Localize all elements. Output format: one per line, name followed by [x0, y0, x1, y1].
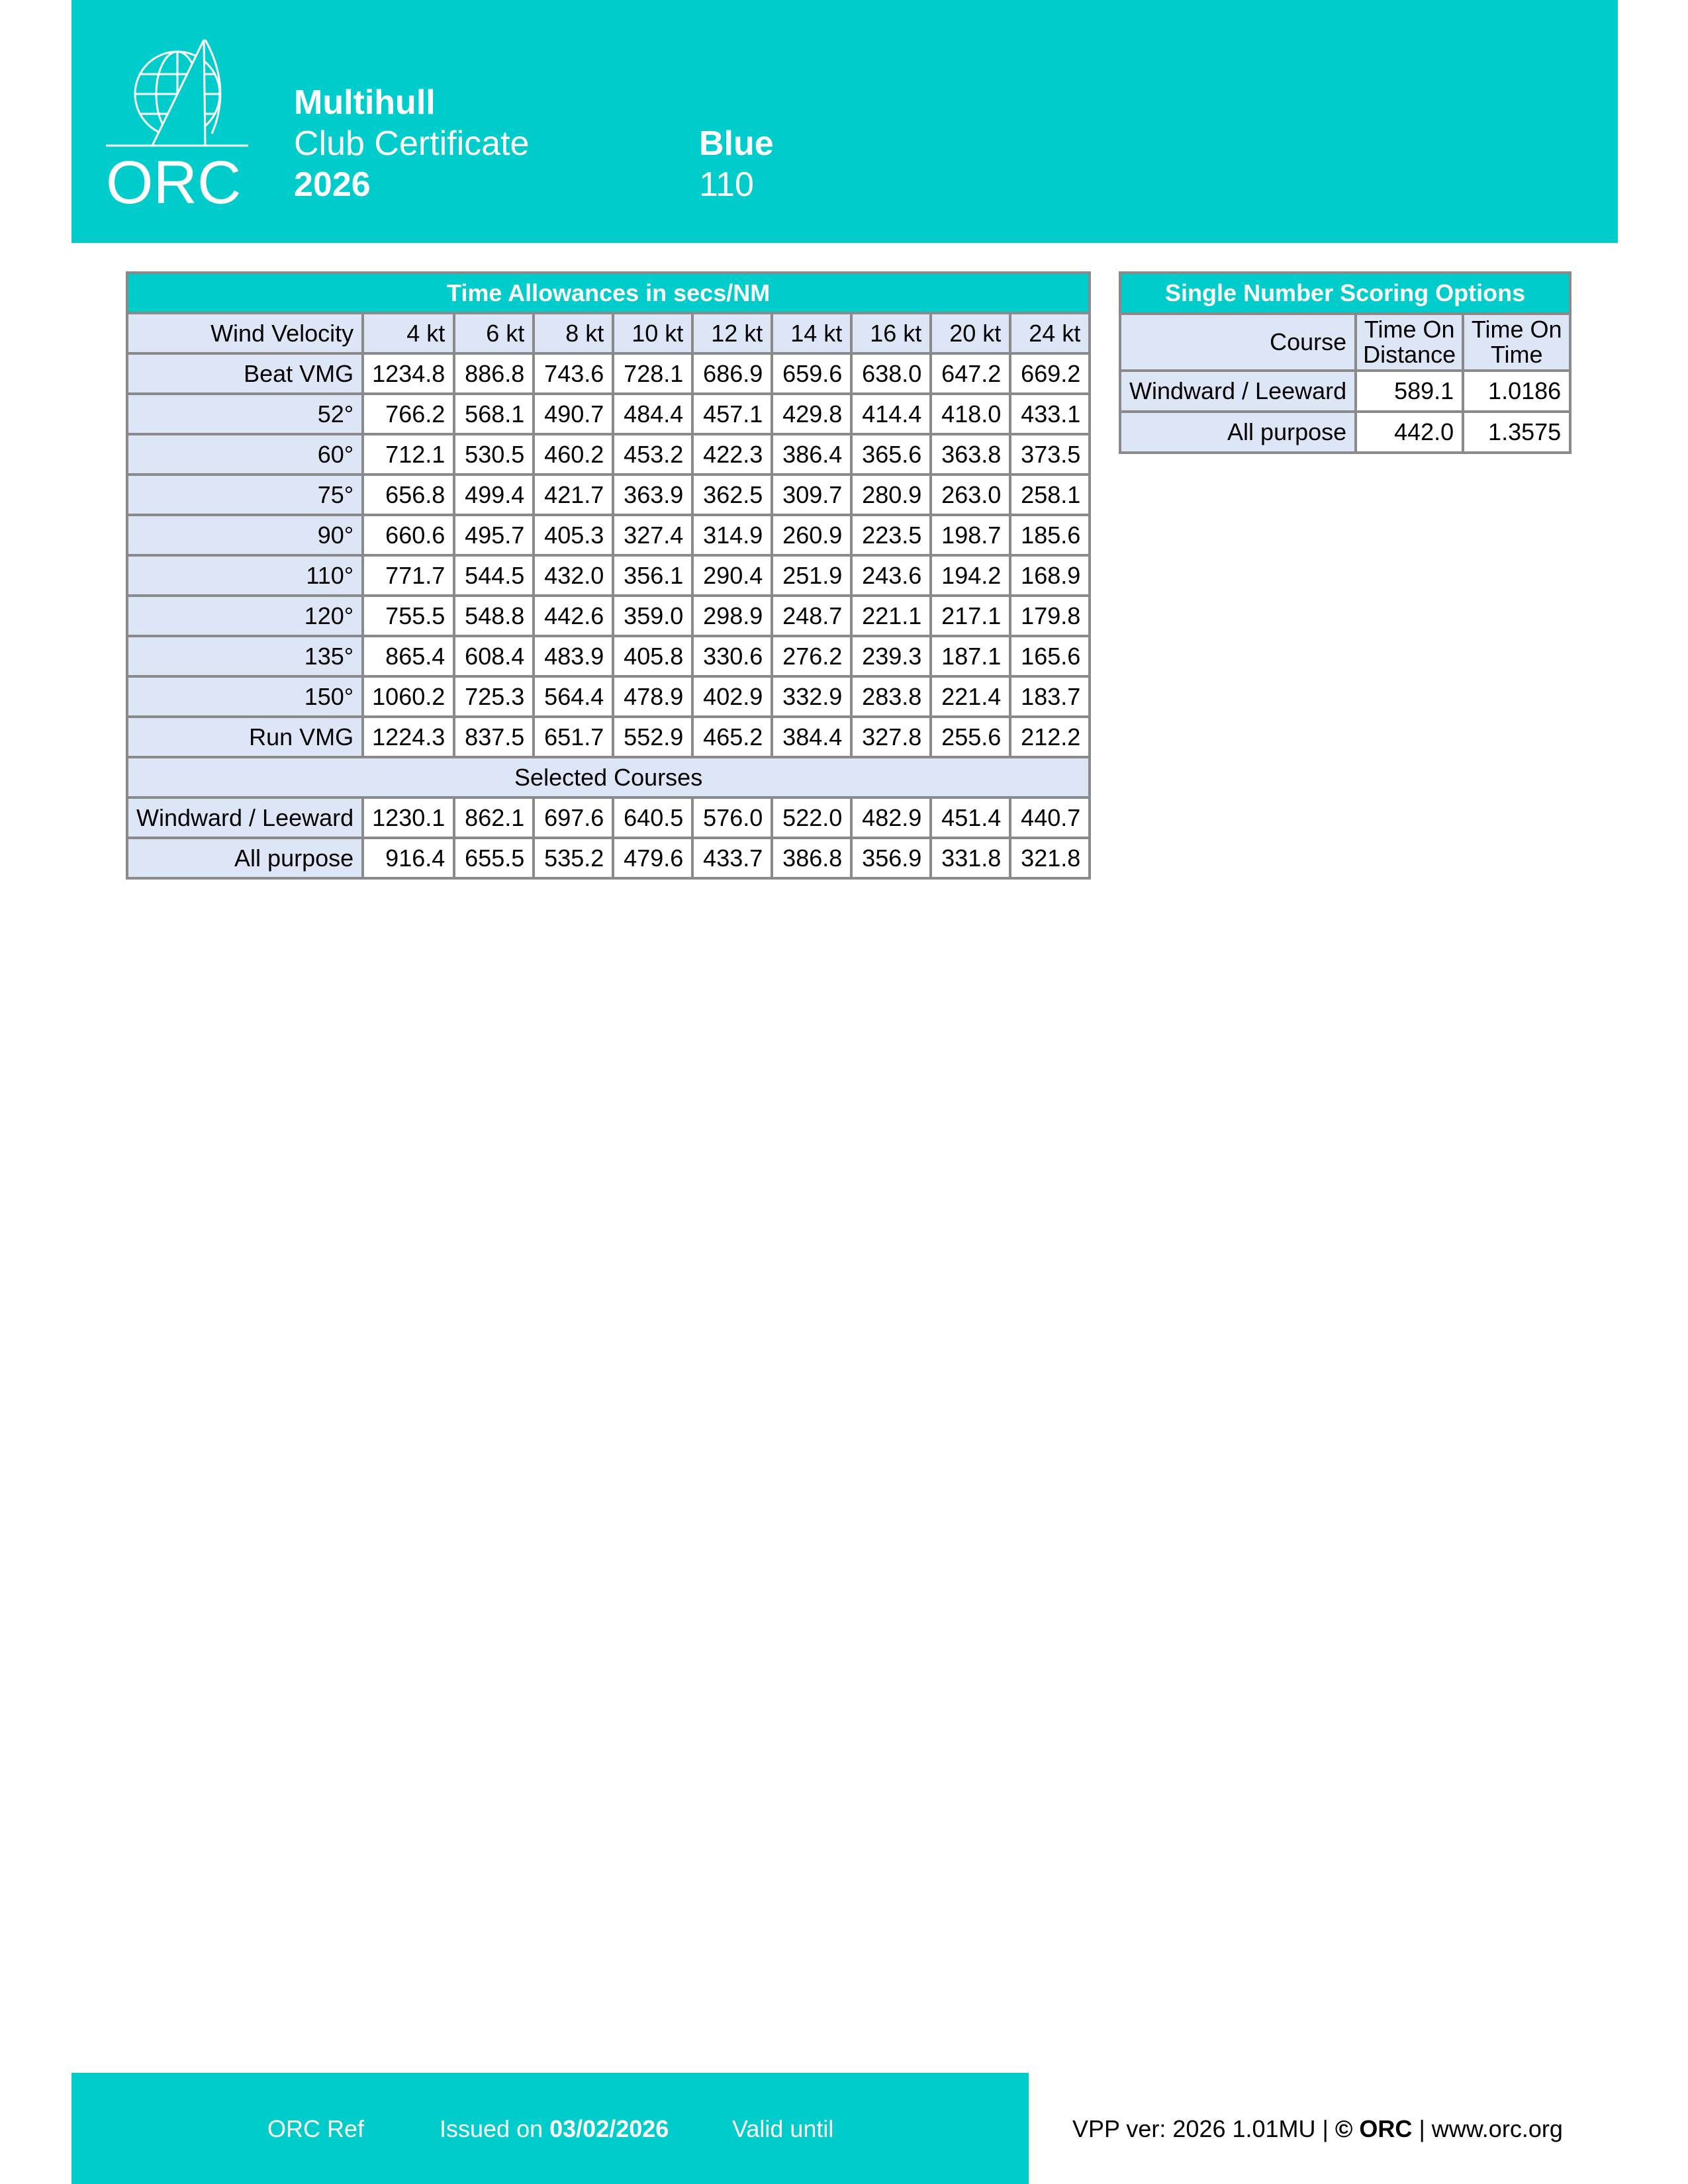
row-label: 60° [127, 434, 363, 475]
time-allowance-cell: 564.4 [534, 676, 613, 717]
time-allowance-cell: 433.7 [692, 838, 772, 878]
certificate-name: Club Certificate [294, 124, 530, 163]
time-allowance-cell: 432.0 [534, 555, 613, 596]
time-allowance-cell: 771.7 [363, 555, 454, 596]
allowance-row [127, 515, 1090, 555]
time-allowance-cell: 865.4 [363, 636, 454, 676]
time-allowance-cell: 530.5 [454, 434, 534, 475]
tod-value: 589.1 [1356, 371, 1463, 412]
time-allowance-cell: 499.4 [454, 475, 534, 515]
time-allowance-cell: 223.5 [851, 515, 931, 555]
time-on-distance-header [1356, 314, 1463, 371]
time-allowance-cell: 283.8 [851, 676, 931, 717]
selected-courses-title: Selected Courses [127, 757, 1090, 797]
scoring-option-row [1120, 371, 1570, 412]
time-allowance-cell: 725.3 [454, 676, 534, 717]
tot-value: 1.0186 [1463, 371, 1570, 412]
time-allowance-cell: 179.8 [1010, 596, 1090, 636]
time-allowance-cell: 165.6 [1010, 636, 1090, 676]
wind-speed-header: 24 kt [1010, 313, 1090, 353]
row-label: Windward / Leeward [127, 797, 363, 838]
selected-course-row [127, 797, 1090, 838]
time-allowance-cell: 327.4 [613, 515, 692, 555]
time-allowance-cell: 552.9 [613, 717, 692, 757]
time-allowance-cell: 418.0 [931, 394, 1010, 434]
time-allowance-cell: 248.7 [772, 596, 851, 636]
time-allowance-cell: 298.9 [692, 596, 772, 636]
time-allowance-cell: 330.6 [692, 636, 772, 676]
time-allowance-cell: 451.4 [931, 797, 1010, 838]
time-allowance-cell: 405.3 [534, 515, 613, 555]
time-allowance-cell: 187.1 [931, 636, 1010, 676]
time-allowance-cell: 660.6 [363, 515, 454, 555]
time-allowance-cell: 669.2 [1010, 353, 1090, 394]
certificate-year: 2026 [294, 165, 371, 204]
time-allowance-cell: 1234.8 [363, 353, 454, 394]
wind-velocity-label: Wind Velocity [127, 313, 363, 353]
time-allowance-cell: 422.3 [692, 434, 772, 475]
tod-value: 442.0 [1356, 412, 1463, 453]
issued-date: 03/02/2026 [549, 2115, 669, 2142]
time-allowance-cell: 686.9 [692, 353, 772, 394]
tot-line-1: Time On [1471, 316, 1562, 343]
time-allowance-cell: 460.2 [534, 434, 613, 475]
time-allowance-cell: 255.6 [931, 717, 1010, 757]
tod-line-2: Distance [1363, 341, 1456, 368]
time-allowance-cell: 386.4 [772, 434, 851, 475]
time-allowance-cell: 1060.2 [363, 676, 454, 717]
svg-text:ORC: ORC [106, 149, 242, 213]
vpp-info [1072, 2115, 1563, 2143]
certificate-header [71, 0, 1618, 243]
time-allowance-cell: 712.1 [363, 434, 454, 475]
time-allowance-cell: 384.4 [772, 717, 851, 757]
footer-bar [71, 2073, 1029, 2184]
wind-speed-header: 6 kt [454, 313, 534, 353]
time-allowance-cell: 362.5 [692, 475, 772, 515]
time-allowance-cell: 457.1 [692, 394, 772, 434]
course-label: Course [1120, 314, 1356, 371]
time-allowance-cell: 535.2 [534, 838, 613, 878]
time-allowance-cell: 309.7 [772, 475, 851, 515]
row-label: 52° [127, 394, 363, 434]
time-allowance-cell: 638.0 [851, 353, 931, 394]
time-allowance-cell: 314.9 [692, 515, 772, 555]
time-allowance-cell: 766.2 [363, 394, 454, 434]
wind-velocity-row [127, 313, 1090, 353]
issued-on [440, 2115, 669, 2143]
time-allowance-cell: 356.1 [613, 555, 692, 596]
time-allowance-cell: 363.8 [931, 434, 1010, 475]
time-allowance-cell: 482.9 [851, 797, 931, 838]
time-allowance-cell: 239.3 [851, 636, 931, 676]
time-allowance-cell: 886.8 [454, 353, 534, 394]
wind-speed-header: 12 kt [692, 313, 772, 353]
selected-course-row [127, 838, 1090, 878]
time-allowance-cell: 916.4 [363, 838, 454, 878]
sail-number: 110 [699, 165, 754, 204]
row-label: 150° [127, 676, 363, 717]
time-allowance-cell: 1230.1 [363, 797, 454, 838]
time-allowance-cell: 837.5 [454, 717, 534, 757]
issued-prefix: Issued on [440, 2115, 550, 2142]
time-allowance-cell: 332.9 [772, 676, 851, 717]
time-allowance-cell: 221.4 [931, 676, 1010, 717]
time-allowance-cell: 402.9 [692, 676, 772, 717]
orc-ref-label: ORC Ref [267, 2115, 365, 2142]
row-label: 110° [127, 555, 363, 596]
time-allowance-cell: 576.0 [692, 797, 772, 838]
scoring-option-row [1120, 412, 1570, 453]
row-label: 135° [127, 636, 363, 676]
row-label: 75° [127, 475, 363, 515]
time-allowance-cell: 198.7 [931, 515, 1010, 555]
vpp-version: VPP ver: 2026 1.01MU | [1072, 2115, 1335, 2142]
time-on-time-header [1463, 314, 1570, 371]
copyright: © ORC [1335, 2115, 1413, 2142]
time-allowance-cell: 373.5 [1010, 434, 1090, 475]
time-allowance-cell: 453.2 [613, 434, 692, 475]
time-allowance-cell: 365.6 [851, 434, 931, 475]
time-allowance-cell: 331.8 [931, 838, 1010, 878]
row-label: 120° [127, 596, 363, 636]
time-allowance-cell: 548.8 [454, 596, 534, 636]
course-name: Windward / Leeward [1120, 371, 1356, 412]
time-allowances-table [126, 271, 1091, 880]
time-allowance-cell: 429.8 [772, 394, 851, 434]
time-allowance-cell: 258.1 [1010, 475, 1090, 515]
time-allowance-cell: 522.0 [772, 797, 851, 838]
single-number-header-row [1120, 314, 1570, 371]
allowance-row [127, 394, 1090, 434]
time-allowance-cell: 260.9 [772, 515, 851, 555]
wind-speed-header: 20 kt [931, 313, 1010, 353]
time-allowance-cell: 405.8 [613, 636, 692, 676]
single-number-title: Single Number Scoring Options [1120, 273, 1570, 314]
time-allowance-cell: 568.1 [454, 394, 534, 434]
row-label: Beat VMG [127, 353, 363, 394]
time-allowance-cell: 755.5 [363, 596, 454, 636]
tot-line-2: Time [1490, 341, 1543, 368]
time-allowance-cell: 243.6 [851, 555, 931, 596]
time-allowance-cell: 168.9 [1010, 555, 1090, 596]
row-label: All purpose [127, 838, 363, 878]
time-allowance-cell: 656.8 [363, 475, 454, 515]
time-allowance-cell: 414.4 [851, 394, 931, 434]
valid-until-label: Valid until [732, 2115, 834, 2142]
time-allowance-cell: 490.7 [534, 394, 613, 434]
row-label: 90° [127, 515, 363, 555]
time-allowance-cell: 1224.3 [363, 717, 454, 757]
time-allowance-cell: 280.9 [851, 475, 931, 515]
time-allowance-cell: 327.8 [851, 717, 931, 757]
time-allowance-cell: 217.1 [931, 596, 1010, 636]
allowance-row [127, 555, 1090, 596]
time-allowance-cell: 386.8 [772, 838, 851, 878]
time-allowance-cell: 363.9 [613, 475, 692, 515]
time-allowance-cell: 185.6 [1010, 515, 1090, 555]
time-allowance-cell: 433.1 [1010, 394, 1090, 434]
single-number-scoring-table [1119, 271, 1571, 454]
time-allowance-cell: 484.4 [613, 394, 692, 434]
time-allowance-cell: 743.6 [534, 353, 613, 394]
allowance-row [127, 353, 1090, 394]
time-allowance-cell: 321.8 [1010, 838, 1090, 878]
course-name: All purpose [1120, 412, 1356, 453]
time-allowance-cell: 263.0 [931, 475, 1010, 515]
time-allowance-cell: 183.7 [1010, 676, 1090, 717]
time-allowance-cell: 651.7 [534, 717, 613, 757]
time-allowance-cell: 221.1 [851, 596, 931, 636]
time-allowance-cell: 478.9 [613, 676, 692, 717]
time-allowance-cell: 440.7 [1010, 797, 1090, 838]
allowance-row [127, 717, 1090, 757]
certificate-type: Multihull [294, 83, 436, 122]
allowance-row [127, 676, 1090, 717]
time-allowance-cell: 495.7 [454, 515, 534, 555]
allowance-row [127, 475, 1090, 515]
time-allowance-cell: 862.1 [454, 797, 534, 838]
time-allowance-cell: 647.2 [931, 353, 1010, 394]
time-allowance-cell: 356.9 [851, 838, 931, 878]
row-label: Run VMG [127, 717, 363, 757]
boat-name: Blue [699, 124, 774, 163]
time-allowance-cell: 659.6 [772, 353, 851, 394]
time-allowance-cell: 544.5 [454, 555, 534, 596]
time-allowance-cell: 655.5 [454, 838, 534, 878]
time-allowance-cell: 728.1 [613, 353, 692, 394]
wind-speed-header: 16 kt [851, 313, 931, 353]
tod-line-1: Time On [1364, 316, 1455, 343]
wind-speed-header: 8 kt [534, 313, 613, 353]
time-allowance-cell: 640.5 [613, 797, 692, 838]
wind-speed-header: 14 kt [772, 313, 851, 353]
time-allowance-cell: 421.7 [534, 475, 613, 515]
time-allowance-cell: 483.9 [534, 636, 613, 676]
tot-value: 1.3575 [1463, 412, 1570, 453]
time-allowance-cell: 290.4 [692, 555, 772, 596]
time-allowance-cell: 212.2 [1010, 717, 1090, 757]
time-allowance-cell: 442.6 [534, 596, 613, 636]
time-allowance-cell: 697.6 [534, 797, 613, 838]
allowance-row [127, 596, 1090, 636]
time-allowance-cell: 359.0 [613, 596, 692, 636]
website-link: | www.orc.org [1412, 2115, 1563, 2142]
wind-speed-header: 4 kt [363, 313, 454, 353]
allowance-row [127, 636, 1090, 676]
allowance-row [127, 434, 1090, 475]
time-allowance-cell: 276.2 [772, 636, 851, 676]
time-allowance-cell: 479.6 [613, 838, 692, 878]
wind-speed-header: 10 kt [613, 313, 692, 353]
time-allowance-cell: 608.4 [454, 636, 534, 676]
time-allowances-title: Time Allowances in secs/NM [127, 273, 1090, 313]
time-allowance-cell: 194.2 [931, 555, 1010, 596]
time-allowance-cell: 465.2 [692, 717, 772, 757]
orc-logo [106, 34, 258, 213]
time-allowance-cell: 251.9 [772, 555, 851, 596]
